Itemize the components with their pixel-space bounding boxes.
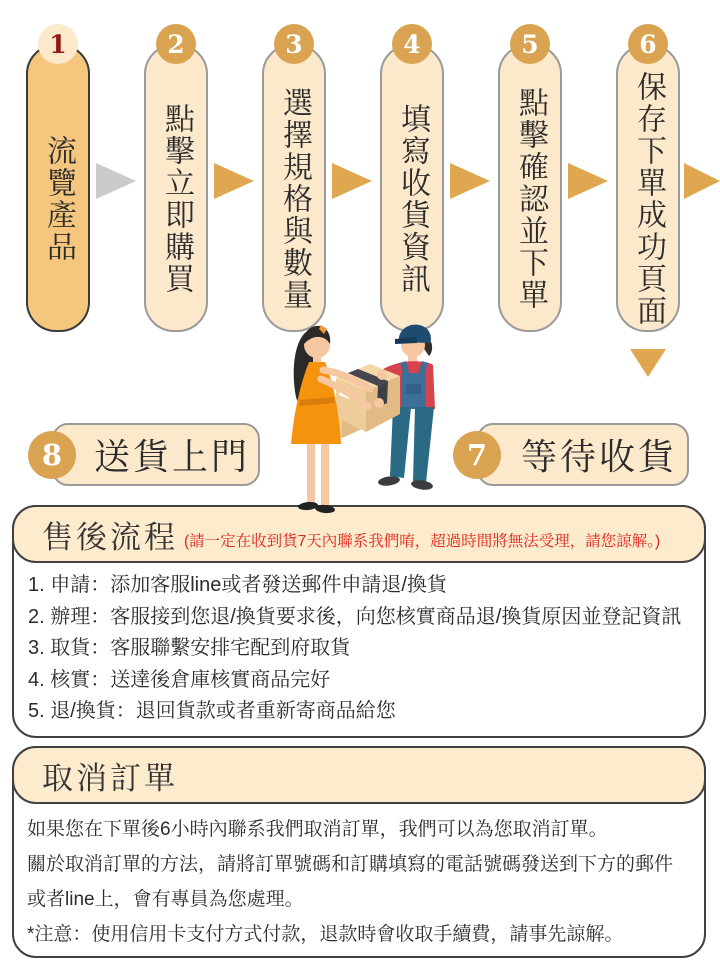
cancel-order-line: 關於取消訂單的方法，請將訂單號碼和訂購填寫的電話號碼發送到下方的郵件 [27, 854, 674, 875]
after-sales-title: 售後流程 [42, 519, 178, 555]
flow-step-2-label: 點擊立即購買 [160, 103, 193, 295]
step-number: 7 [466, 438, 488, 472]
arrow-down-icon [630, 349, 666, 377]
step-8-number-badge [28, 431, 76, 479]
step-number: 3 [285, 29, 303, 59]
after-sales-step: 4. 核實：送達後倉庫核實商品完好 [28, 668, 331, 691]
arrow-right-icon [332, 163, 372, 199]
flow-step-3 [262, 29, 326, 332]
after-sales-step: 5. 退/換貨：退回貨款或者重新寄商品給您 [28, 700, 396, 722]
step-number: 6 [639, 29, 657, 59]
step-2-number-badge [156, 24, 196, 64]
flow-step-5-label: 點擊確認並下單 [514, 87, 547, 311]
step-number: 5 [521, 29, 539, 59]
flow-step-4 [380, 29, 444, 332]
after-sales-step: 3. 取貨：客服聯繫安排宅配到府取貨 [28, 637, 351, 659]
step-1-number-badge [38, 24, 78, 64]
cancel-order-line: 如果您在下單後6小時內聯系我們取消訂單，我們可以為您取消訂單。 [27, 819, 608, 840]
delivery-step-pill [52, 423, 260, 486]
cancel-order-header [12, 746, 706, 804]
after-sales-step: 2. 辦理：客服接到您退/換貨要求後，向您核實商品退/換貨原因並登記資訊 [28, 605, 682, 628]
flow-step-1-label: 流覽產品 [42, 135, 75, 263]
arrow-right-icon [450, 163, 490, 199]
after-sales-section [12, 505, 706, 738]
arrow-right-icon [684, 163, 720, 199]
after-sales-step: 1. 申請：添加客服line或者發送郵件申請退/換貨 [28, 574, 447, 596]
step-number: 8 [41, 438, 63, 472]
receive-step-pill [477, 423, 689, 486]
arrow-right-icon [214, 163, 254, 199]
cancel-order-line: 或者line上，會有專員為您處理。 [27, 889, 304, 910]
flow-step-1 [26, 29, 90, 332]
flow-step-2 [144, 29, 208, 332]
after-sales-notice: (請一定在收到貨7天內聯系我們唷，超過時間將無法受理，請您諒解。) [184, 533, 661, 550]
flow-step-5 [498, 29, 562, 332]
step-7-number-badge [453, 431, 501, 479]
cancel-order-line: *注意：使用信用卡支付方式付款，退款時會收取手續費，請事先諒解。 [27, 924, 624, 945]
cancel-order-title: 取消訂單 [42, 760, 178, 796]
receive-step-label: 等待收貨 [520, 436, 677, 477]
delivery-step-label: 送貨上門 [93, 436, 250, 477]
delivery-illustration [276, 312, 460, 517]
flow-step-6-label: 保存下單成功頁面 [632, 71, 665, 327]
step-5-number-badge [510, 24, 550, 64]
step-number: 1 [49, 29, 67, 59]
flow-step-3-label: 選擇規格與數量 [278, 87, 311, 311]
after-sales-steps-list [14, 561, 704, 728]
flow-step-4-label: 填寫收貨資訊 [396, 103, 429, 295]
step-4-number-badge [392, 24, 432, 64]
step-6-number-badge [628, 24, 668, 64]
arrow-right-icon [568, 163, 608, 199]
step-number: 4 [403, 29, 421, 59]
cancel-order-section [12, 746, 706, 958]
flow-step-6 [616, 29, 680, 332]
step-3-number-badge [274, 24, 314, 64]
arrow-right-icon [96, 163, 136, 199]
cancel-order-body [14, 802, 704, 952]
step-number: 2 [167, 29, 185, 59]
